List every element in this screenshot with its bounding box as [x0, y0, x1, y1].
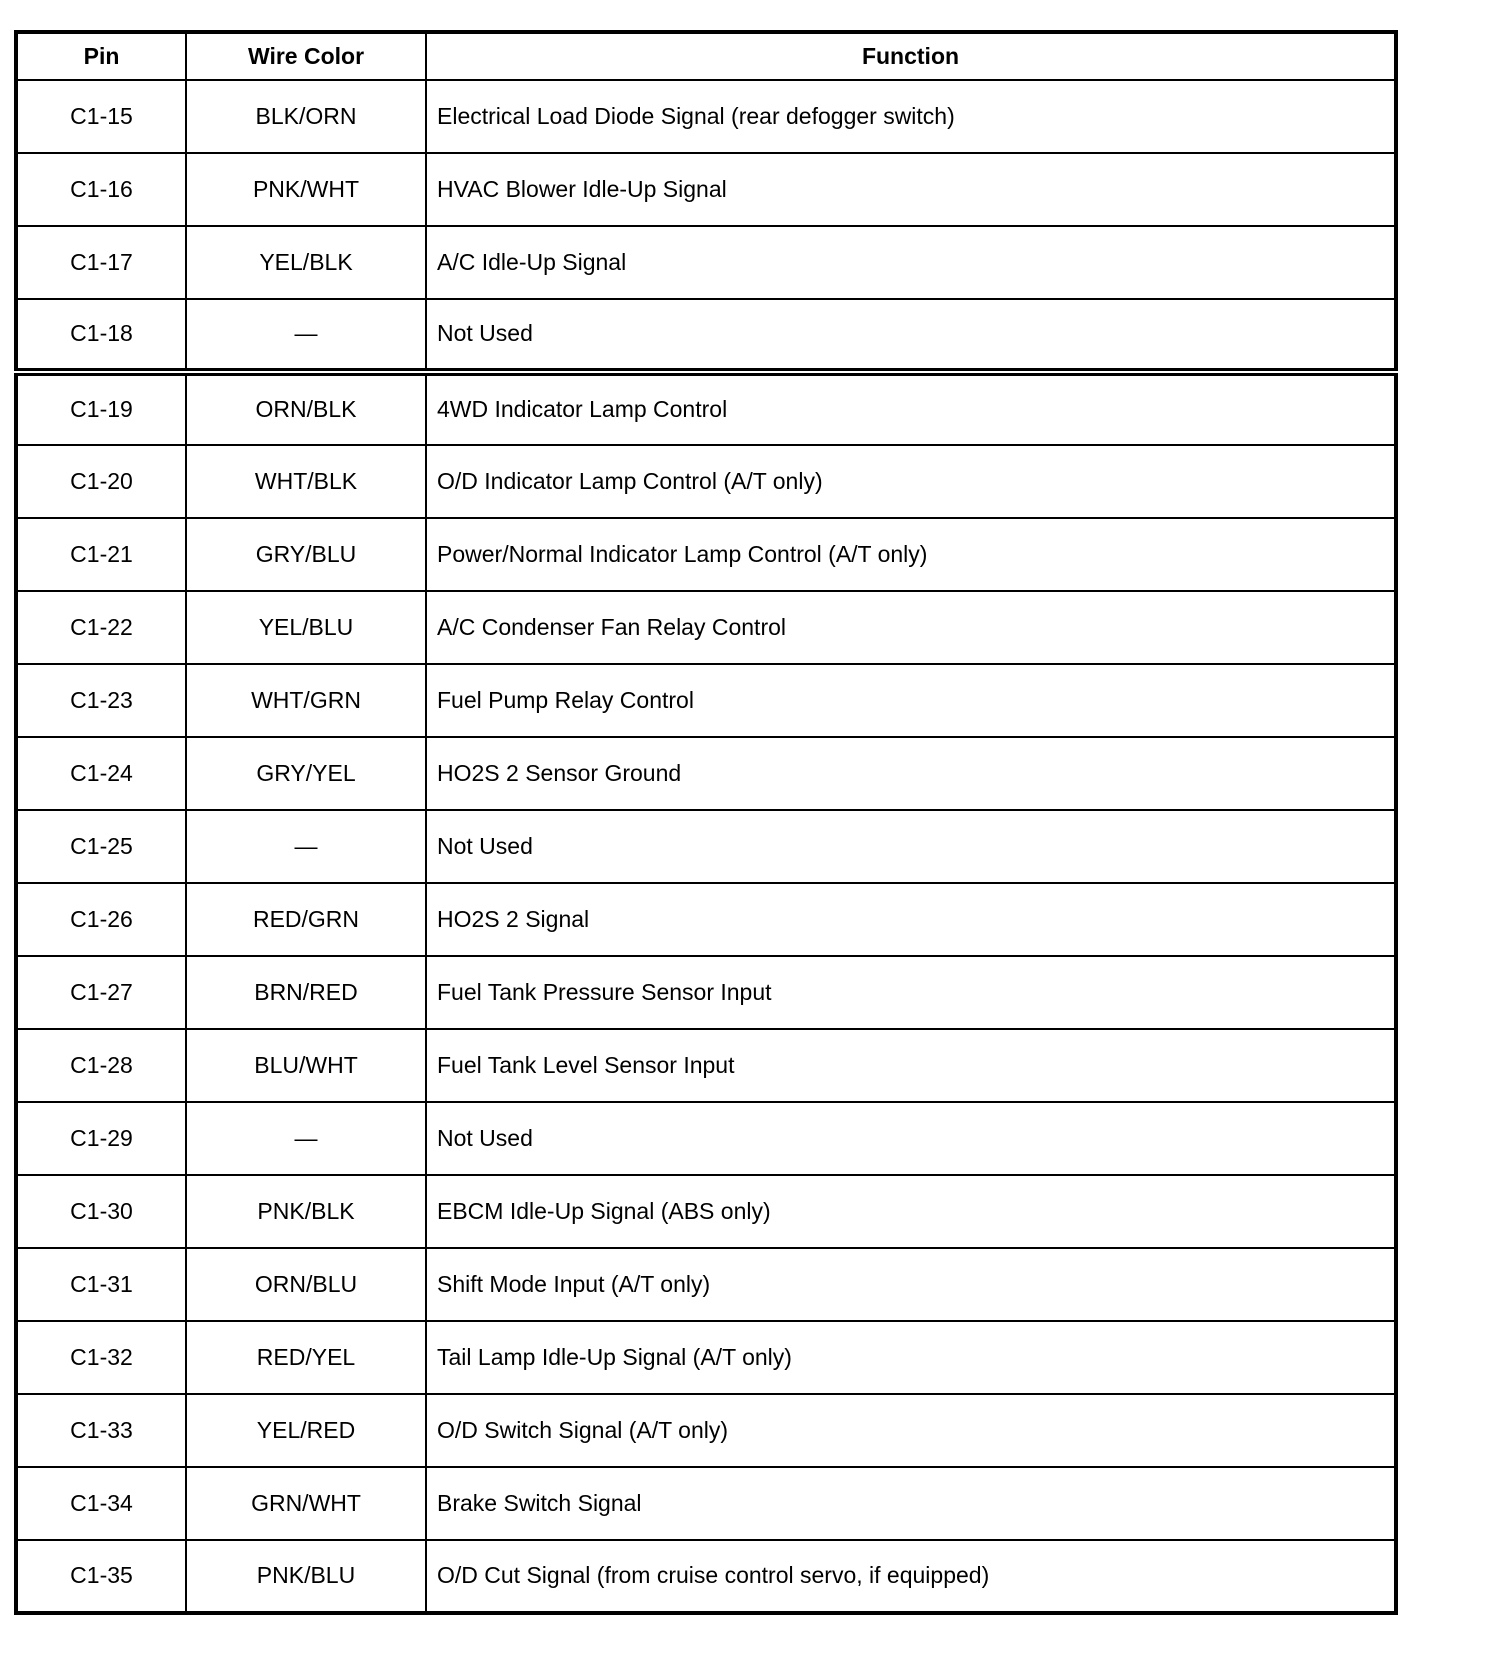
function-cell: EBCM Idle-Up Signal (ABS only): [426, 1175, 1396, 1248]
wire-color-cell: PNK/WHT: [186, 153, 426, 226]
pin-cell: C1-20: [16, 445, 186, 518]
table-row: [16, 518, 1396, 591]
table-header: [16, 32, 1396, 80]
function-cell: Fuel Pump Relay Control: [426, 664, 1396, 737]
function-cell: Fuel Tank Level Sensor Input: [426, 1029, 1396, 1102]
pin-cell: C1-33: [16, 1394, 186, 1467]
table-row: [16, 1175, 1396, 1248]
function-cell: Tail Lamp Idle-Up Signal (A/T only): [426, 1321, 1396, 1394]
function-cell: Not Used: [426, 1102, 1396, 1175]
pin-cell: C1-31: [16, 1248, 186, 1321]
wire-color-cell: GRN/WHT: [186, 1467, 426, 1540]
table-row: [16, 956, 1396, 1029]
pin-cell: C1-35: [16, 1540, 186, 1613]
table-row: [16, 153, 1396, 226]
table-row: [16, 372, 1396, 445]
pin-cell: C1-15: [16, 80, 186, 153]
wire-color-cell: PNK/BLK: [186, 1175, 426, 1248]
header-row: [16, 32, 1396, 80]
table-row: [16, 810, 1396, 883]
wire-color-cell: WHT/BLK: [186, 445, 426, 518]
function-cell: Not Used: [426, 810, 1396, 883]
pin-cell: C1-16: [16, 153, 186, 226]
function-cell: O/D Cut Signal (from cruise control servo, if equipped): [426, 1540, 1396, 1613]
table-row: [16, 1321, 1396, 1394]
pin-cell: C1-34: [16, 1467, 186, 1540]
function-cell: Brake Switch Signal: [426, 1467, 1396, 1540]
pin-cell: C1-27: [16, 956, 186, 1029]
pinout-table: [14, 30, 1398, 1615]
wire-color-cell: BLU/WHT: [186, 1029, 426, 1102]
wire-color-cell: —: [186, 810, 426, 883]
wire-color-cell: YEL/BLK: [186, 226, 426, 299]
function-cell: Electrical Load Diode Signal (rear defogger switch): [426, 80, 1396, 153]
function-cell: O/D Indicator Lamp Control (A/T only): [426, 445, 1396, 518]
table-row: [16, 664, 1396, 737]
pin-cell: C1-26: [16, 883, 186, 956]
wire-color-cell: PNK/BLU: [186, 1540, 426, 1613]
function-cell: 4WD Indicator Lamp Control: [426, 372, 1396, 445]
table-row: [16, 883, 1396, 956]
function-cell: Shift Mode Input (A/T only): [426, 1248, 1396, 1321]
pin-cell: C1-17: [16, 226, 186, 299]
wire-color-cell: ORN/BLK: [186, 372, 426, 445]
table-row: [16, 1467, 1396, 1540]
header-function: Function: [426, 32, 1396, 80]
wire-color-cell: ORN/BLU: [186, 1248, 426, 1321]
wire-color-cell: RED/YEL: [186, 1321, 426, 1394]
function-cell: O/D Switch Signal (A/T only): [426, 1394, 1396, 1467]
function-cell: Not Used: [426, 299, 1396, 372]
wire-color-cell: —: [186, 299, 426, 372]
function-cell: HVAC Blower Idle-Up Signal: [426, 153, 1396, 226]
function-cell: A/C Condenser Fan Relay Control: [426, 591, 1396, 664]
wire-color-cell: BRN/RED: [186, 956, 426, 1029]
header-pin: Pin: [16, 32, 186, 80]
function-cell: Fuel Tank Pressure Sensor Input: [426, 956, 1396, 1029]
table-row: [16, 1248, 1396, 1321]
wire-color-cell: GRY/BLU: [186, 518, 426, 591]
pin-cell: C1-25: [16, 810, 186, 883]
table-row: [16, 1394, 1396, 1467]
function-cell: HO2S 2 Signal: [426, 883, 1396, 956]
wire-color-cell: GRY/YEL: [186, 737, 426, 810]
table-row: [16, 445, 1396, 518]
table-row: [16, 1540, 1396, 1613]
pin-cell: C1-29: [16, 1102, 186, 1175]
pin-cell: C1-32: [16, 1321, 186, 1394]
pin-cell: C1-24: [16, 737, 186, 810]
table-row: [16, 299, 1396, 372]
pin-cell: C1-23: [16, 664, 186, 737]
table-row: [16, 737, 1396, 810]
pin-cell: C1-28: [16, 1029, 186, 1102]
pin-cell: C1-18: [16, 299, 186, 372]
table-row: [16, 591, 1396, 664]
wire-color-cell: YEL/RED: [186, 1394, 426, 1467]
table-row: [16, 226, 1396, 299]
table-body: [16, 80, 1396, 1613]
wire-color-cell: —: [186, 1102, 426, 1175]
function-cell: A/C Idle-Up Signal: [426, 226, 1396, 299]
function-cell: HO2S 2 Sensor Ground: [426, 737, 1396, 810]
wire-color-cell: RED/GRN: [186, 883, 426, 956]
pin-cell: C1-22: [16, 591, 186, 664]
pin-cell: C1-19: [16, 372, 186, 445]
wire-color-cell: WHT/GRN: [186, 664, 426, 737]
table-row: [16, 1102, 1396, 1175]
pin-cell: C1-21: [16, 518, 186, 591]
function-cell: Power/Normal Indicator Lamp Control (A/T only): [426, 518, 1396, 591]
wire-color-cell: BLK/ORN: [186, 80, 426, 153]
header-wire-color: Wire Color: [186, 32, 426, 80]
table-row: [16, 80, 1396, 153]
table-row: [16, 1029, 1396, 1102]
pin-cell: C1-30: [16, 1175, 186, 1248]
wire-color-cell: YEL/BLU: [186, 591, 426, 664]
